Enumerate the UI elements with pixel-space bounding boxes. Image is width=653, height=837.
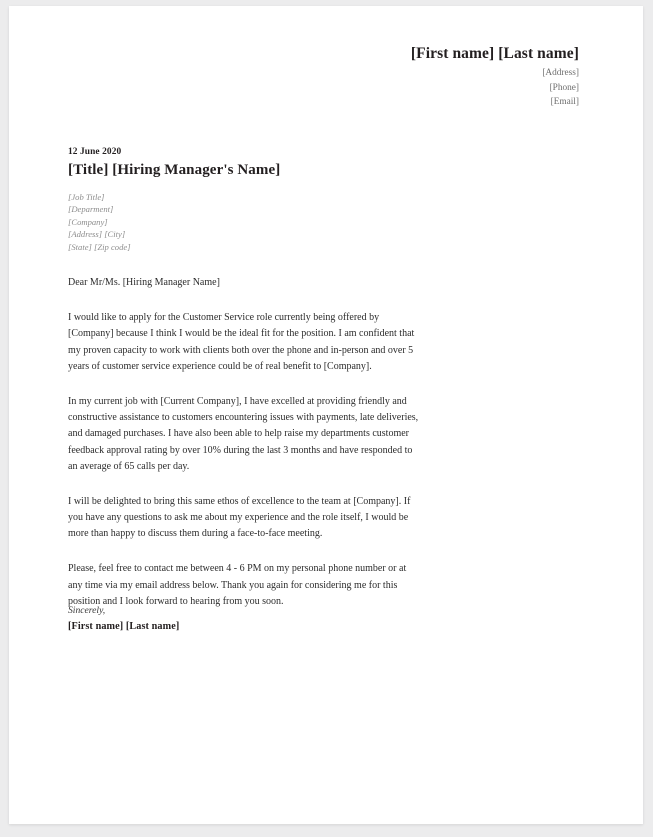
signature-name: [First name] [Last name]	[68, 621, 180, 632]
recipient-title: [Title] [Hiring Manager's Name]	[68, 162, 281, 178]
sender-phone: [Phone]	[549, 82, 579, 93]
salutation: Dear Mr/Ms. [Hiring Manager Name]	[68, 277, 220, 288]
body-paragraph-2: In my current job with [Current Company], I have excelled at providing friendly and constructive assistance to customers encountering issues with payments, late deliveries, and damaged purchases. I have also been able to help raise my departments customer feedback approval rating by over 10% during the last 3 months and have responded to an average of 65 calls per day.	[68, 395, 419, 472]
body-paragraph-1: I would like to apply for the Customer Service role currently being offered by [Company] because I think I would be the ideal fit for the position. I am confident that my proven capacity to work with clients both over the phone and in-person and over 5 years of customer service experience could be of real benefit to [Company].	[68, 312, 415, 372]
sender-name: [First name] [Last name]	[410, 45, 579, 62]
letter-body	[68, 275, 420, 629]
recipient-company: [Company]	[68, 216, 108, 227]
recipient-address-city: [Address] [City]	[68, 229, 126, 240]
closing-salutation: Sincerely,	[68, 605, 106, 616]
recipient-address-block	[68, 191, 131, 253]
recipient-job-title: [Job Title]	[68, 192, 105, 202]
sender-email: [Email]	[550, 96, 579, 107]
letter-date: 12 June 2020	[68, 147, 122, 157]
sender-contact-block	[9, 66, 579, 108]
recipient-state-zip: [State] [Zip code]	[68, 241, 131, 252]
document-page	[9, 6, 643, 824]
sender-address: [Address]	[542, 68, 579, 79]
recipient-department: [Deparment]	[68, 204, 114, 215]
body-paragraph-3: I will be delighted to bring this same ethos of excellence to the team at [Company]. If you have any questions to ask me about my experience and the role itself, I would be more than happy to discuss them during a face-to-face meeting.	[68, 495, 411, 540]
body-paragraph-4: Please, feel free to contact me between 4 - 6 PM on my personal phone number or at any time via my email address below. Thank you again for considering me for this position and I look forward to hearing from you soon.	[68, 563, 407, 607]
letterhead	[9, 44, 579, 109]
page-content	[9, 6, 643, 824]
